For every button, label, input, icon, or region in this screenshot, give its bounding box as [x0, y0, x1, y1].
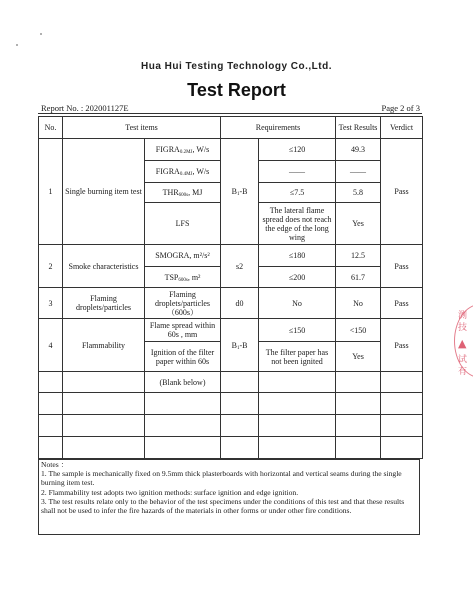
result-thr: 5.8: [336, 183, 381, 203]
table-row: [39, 288, 423, 319]
group2-no: 2: [39, 245, 63, 288]
table-row: [39, 245, 423, 267]
group1-no: 1: [39, 139, 63, 245]
result-figra-04: ——: [336, 161, 381, 183]
req-flaming-droplets: No: [259, 288, 336, 319]
note-1: 1. The sample is mechanically fixed on 9.5mm thick plasterboards with horizontal and vertical seams during the single burning item test.: [41, 469, 402, 488]
notes-section: [38, 459, 420, 535]
group1-item: Single burning item test: [63, 139, 145, 245]
param-flame-spread: Flame spread within 60s , mm: [145, 319, 221, 342]
group2-verdict: Pass: [381, 245, 423, 288]
param-ignition: Ignition of the filter paper within 60s: [145, 342, 221, 372]
page-number: Page 2 of 3: [381, 103, 420, 113]
req-tsp: ≤200: [259, 267, 336, 288]
seal-char: 试: [458, 355, 468, 365]
result-smogra: 12.5: [336, 245, 381, 267]
req-figra-04: ——: [259, 161, 336, 183]
test-results-table: [38, 116, 423, 459]
param-figra-02: $FIGRA_{0.2MJ}$, W/s: [145, 139, 221, 161]
report-title: Test Report: [187, 80, 286, 100]
group4-class: $B_1-B$: [221, 319, 259, 372]
param-thr: $THR_{600s}$, MJ: [145, 183, 221, 203]
table-row: [39, 319, 423, 342]
param-flaming-droplets: Flaming droplets/particles （600s）: [145, 288, 221, 319]
seal-star-icon: ▲: [458, 337, 467, 350]
group3-verdict: Pass: [381, 288, 423, 319]
result-figra-02: 49.3: [336, 139, 381, 161]
notes-title: Notes ：: [41, 460, 69, 469]
scan-speck: [16, 44, 18, 46]
group3-item: Flaming droplets/particles: [63, 288, 145, 319]
header-test-items: Test items: [63, 117, 221, 139]
header-verdict: Verdict: [381, 117, 423, 139]
table-row: [39, 372, 423, 393]
result-lfs: Yes: [336, 203, 381, 245]
seal-char: 技: [458, 323, 468, 333]
group3-class: d0: [221, 288, 259, 319]
blank-below: (Blank below): [145, 372, 221, 393]
table-header-row: [39, 117, 423, 139]
req-lfs: The lateral flame spread does not reach the edge of the long wing: [259, 203, 336, 245]
header-test-results: Test Results: [336, 117, 381, 139]
scan-speck: [40, 33, 42, 35]
company-seal-stamp: [452, 300, 473, 380]
header-rule: [38, 113, 422, 114]
table-row: [39, 393, 423, 415]
group1-verdict: Pass: [381, 139, 423, 245]
req-ignition: The filter paper has not been ignited: [259, 342, 336, 372]
param-tsp: $TSP_{600s}$, m²: [145, 267, 221, 288]
result-tsp: 61.7: [336, 267, 381, 288]
table-row: [39, 139, 423, 161]
group1-class: $B_1-B$: [221, 139, 259, 245]
req-thr: ≤7.5: [259, 183, 336, 203]
group4-no: 4: [39, 319, 63, 372]
param-smogra: SMOGRA, m²/s²: [145, 245, 221, 267]
result-ignition: Yes: [336, 342, 381, 372]
req-smogra: ≤180: [259, 245, 336, 267]
group2-item: Smoke characteristics: [63, 245, 145, 288]
table-row: [39, 415, 423, 437]
note-2: 2. Flammability test adopts two ignition methods: surface ignition and edge ignition.: [41, 487, 299, 497]
seal-char: 有: [458, 367, 468, 377]
header-requirements: Requirements: [221, 117, 336, 139]
req-figra-02: ≤120: [259, 139, 336, 161]
note-3: 3. The test results relate only to the behavior of the test specimens under the conditions of this test and that these results shall not be used to infer the fire hazards of the materials in other forms or under other fire conditions.: [41, 496, 405, 516]
group4-item: Flammability: [63, 319, 145, 372]
company-name: Hua Hui Testing Technology Co.,Ltd.: [140, 61, 332, 72]
group3-no: 3: [39, 288, 63, 319]
header-no: No.: [39, 117, 63, 139]
param-figra-04: $FIGRA_{0.4MJ}$, W/s: [145, 161, 221, 183]
req-flame-spread: ≤150: [259, 319, 336, 342]
param-lfs: LFS: [145, 203, 221, 245]
table-row: [39, 437, 423, 459]
report-number: Report No. : 202001127E: [41, 103, 129, 113]
group2-class: s2: [221, 245, 259, 288]
result-flame-spread: <150: [336, 319, 381, 342]
group4-verdict: Pass: [381, 319, 423, 372]
seal-char: 测: [458, 311, 468, 321]
result-flaming-droplets: No: [336, 288, 381, 319]
